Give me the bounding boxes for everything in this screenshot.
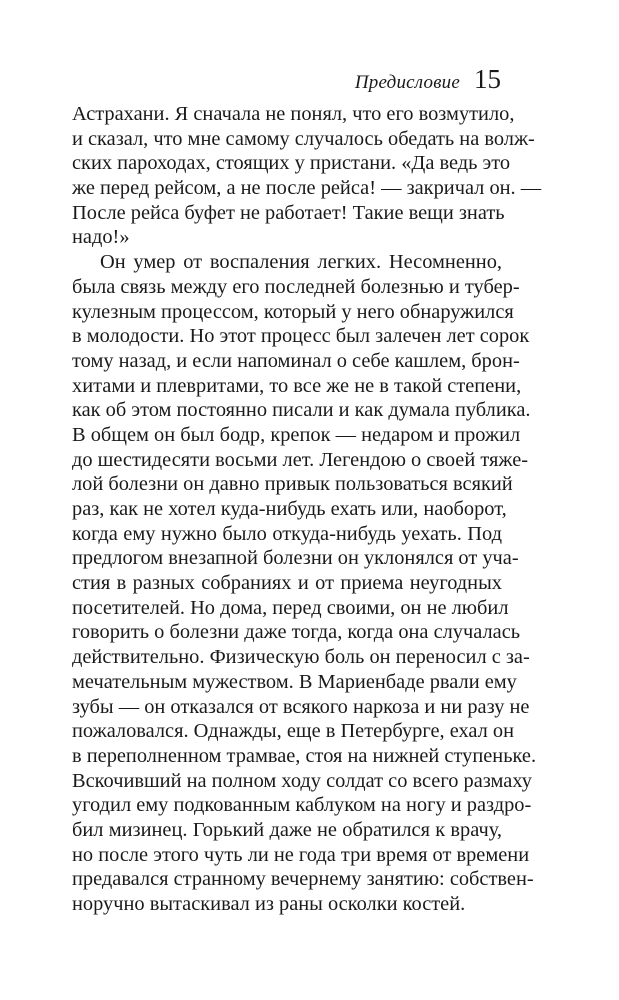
text-line: посетителей. Но дома, перед своими, он не любил: [72, 596, 509, 619]
text-line: хитами и плевритами, то все же не в такой степени,: [72, 374, 522, 397]
text-line: норучно вытаскивал из раны осколки костей.: [72, 893, 466, 915]
text-line: бил мизинец. Горький даже не обратился к врачу,: [72, 818, 502, 841]
text-line: раз, как не хотел куда-нибудь ехать или, наоборот,: [72, 498, 507, 520]
text-line: кулезным процессом, который у него обнаружился: [72, 300, 514, 323]
text-line: После рейса буфет не работает! Такие вещи знать: [72, 201, 505, 224]
text-line: В общем он был бодр, крепок — недаром и прожил: [72, 423, 521, 446]
text-line: угодил ему подкованным каблуком на ногу и раздро-: [72, 794, 532, 817]
text-line: стия в разных собраниях и от приема неугодных: [72, 572, 502, 595]
text-line: до шестидесяти восьми лет. Легендою о своей тяже-: [72, 448, 529, 471]
text-line: лой болезни он давно привык пользоваться всякий: [72, 473, 513, 496]
text-line: но после этого чуть ли не года три время от времени: [72, 843, 530, 866]
text-line: Астрахани. Я сначала не понял, что его возмутило,: [72, 103, 515, 125]
text-line: говорить о болезни даже тогда, когда она случалась: [72, 621, 521, 644]
text-line: действительно. Физическую боль он переносил с за-: [72, 646, 530, 669]
text-line: зубы — он отказался от всякого наркоза и ни разу не: [72, 695, 530, 718]
section-title: Предисловие: [354, 72, 460, 93]
text-line: в переполненном трамвае, стоя на нижней ступеньке.: [72, 744, 537, 767]
text-line: надо!»: [72, 226, 130, 249]
text-line: в молодости. Но этот процесс был залечен лет сорок: [72, 325, 530, 348]
text-line: когда ему нужно было откуда-нибудь уехать. Под: [72, 522, 502, 545]
text-line: ских пароходах, стоящих у пристани. «Да ведь это: [72, 152, 511, 175]
running-head: [355, 64, 501, 95]
text-line: Он умер от воспаления легких. Несомненно,: [100, 251, 502, 274]
text-line: пожаловался. Однажды, еще в Петербурге, ехал он: [72, 720, 515, 743]
text-line: предавался странному вечернему занятию: собствен-: [72, 868, 534, 891]
page-number: 15: [474, 64, 501, 94]
text-line: же перед рейсом, а не после рейса! — закричал он. —: [72, 177, 542, 200]
text-line: мечательным мужеством. В Мариенбаде рвали ему: [72, 670, 517, 693]
text-line: как об этом постоянно писали и как думала публика.: [72, 399, 531, 422]
text-line: была связь между его последней болезнью и тубер-: [72, 275, 520, 298]
text-line: тому назад, и если напоминал о себе кашлем, брон-: [72, 349, 520, 372]
body-text: [72, 102, 542, 917]
text-line: и сказал, что мне самому случалось обедать на волж-: [72, 127, 535, 150]
text-line: предлогом внезапной болезни он уклонялся от уча-: [72, 547, 519, 570]
text-line: Вскочивший на полном ходу солдат со всего размаху: [72, 769, 532, 792]
